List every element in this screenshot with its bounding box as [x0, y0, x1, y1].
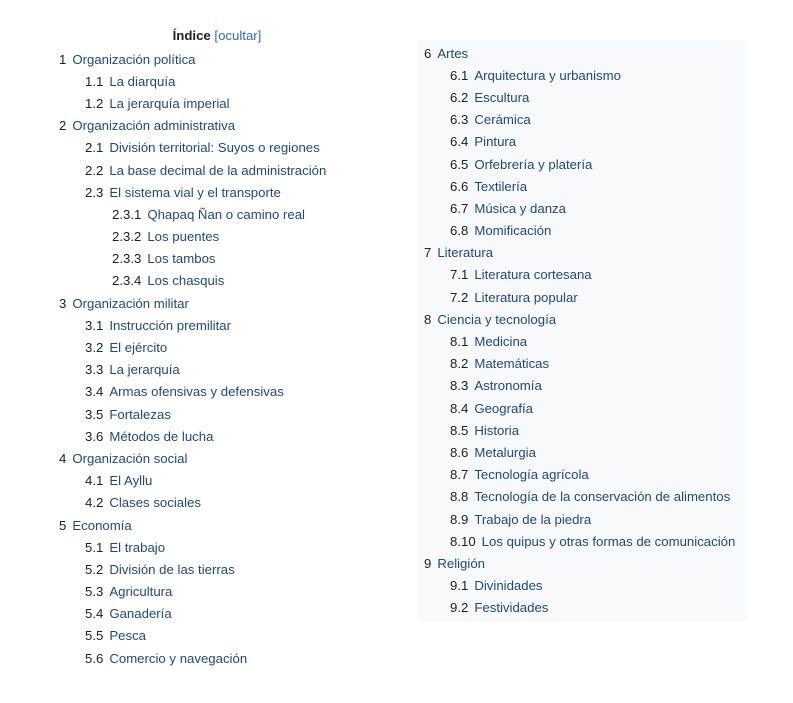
toc-item-8-10[interactable] — [417, 530, 747, 552]
toc-item-3-6[interactable] — [0, 425, 410, 447]
toc-item-link[interactable]: Festividades — [474, 600, 549, 616]
toc-item-2-1[interactable] — [0, 137, 410, 159]
toc-item-number: 1 — [59, 51, 67, 67]
toc-item-number: 8.8 — [450, 489, 469, 505]
toc-item-number: 9.1 — [450, 578, 469, 594]
toc-item-8-5[interactable] — [417, 419, 747, 441]
toc-item-6-2[interactable] — [417, 86, 747, 108]
toc-item-7-1[interactable] — [417, 264, 747, 286]
toc-item-link[interactable]: Tecnología agrícola — [474, 467, 589, 483]
toc-item-link[interactable]: Los chasquis — [147, 273, 225, 289]
toc-item-link[interactable]: Fortalezas — [109, 406, 171, 422]
toc-item-4-2[interactable] — [0, 492, 410, 514]
toc-item-number: 8.9 — [450, 511, 469, 527]
toc-item-9-1[interactable] — [417, 575, 747, 597]
toc-item-3-2[interactable] — [0, 336, 410, 358]
toc-item-number: 8.7 — [450, 467, 469, 483]
toc-item-link[interactable]: Divinidades — [474, 578, 543, 594]
toc-item-link[interactable]: Trabajo de la piedra — [474, 511, 592, 527]
toc-item-link[interactable]: La jerarquía — [109, 362, 180, 378]
toc-item-link[interactable]: La diarquía — [109, 73, 176, 89]
toc-item-number: 2.3.4 — [112, 273, 142, 289]
toc-item-number: 3 — [59, 295, 67, 311]
toc-item-number: 4.1 — [85, 473, 104, 489]
toc-item-number: 8.10 — [450, 533, 476, 549]
toc-item-link[interactable]: Ciencia y tecnología — [437, 311, 557, 327]
toc-item-number: 5.6 — [85, 650, 104, 666]
toc-item-6-7[interactable] — [417, 197, 747, 219]
toc-item-link[interactable]: Escultura — [474, 89, 530, 105]
toc-item-number: 6.5 — [450, 156, 469, 172]
toc-item-5-6[interactable] — [0, 647, 410, 669]
toc-item-link[interactable]: Los quipus y otras formas de comunicación — [481, 533, 736, 549]
toc-item-link[interactable]: Pesca — [109, 628, 146, 644]
toc-heading: Índice — [172, 28, 211, 43]
toc-item-link[interactable]: Instrucción premilitar — [109, 317, 231, 333]
toc-item-6-6[interactable] — [417, 175, 747, 197]
toc-item-8-9[interactable] — [417, 508, 747, 530]
toc-item-number: 2.3.3 — [112, 251, 142, 267]
toc-item-8-6[interactable] — [417, 441, 747, 463]
toc-item-1-1[interactable] — [0, 70, 410, 92]
toc-item-number: 5.3 — [85, 584, 104, 600]
toc-item-link[interactable]: La jerarquía imperial — [109, 95, 230, 111]
toc-item-number: 8.1 — [450, 334, 469, 350]
toc-item-8-2[interactable] — [417, 353, 747, 375]
toc-item-1-2[interactable] — [0, 92, 410, 114]
toc-item-5-1[interactable] — [0, 536, 410, 558]
toc-item-number: 8 — [424, 311, 432, 327]
toc-item-link[interactable]: El trabajo — [109, 539, 166, 555]
toc-item-2-2[interactable] — [0, 159, 410, 181]
toc-item-link[interactable]: Clases sociales — [109, 495, 201, 511]
toc-item-5-2[interactable] — [0, 558, 410, 580]
toc-item-link[interactable]: Religión — [437, 555, 485, 571]
toc-item-number: 5.4 — [85, 606, 104, 622]
toc-item-number: 2 — [59, 118, 67, 134]
toc-item-8-3[interactable] — [417, 375, 747, 397]
toc-item-link[interactable]: Literatura cortesana — [474, 267, 592, 283]
toc-item-number: 3.1 — [85, 317, 104, 333]
toc-item-6-1[interactable] — [417, 64, 747, 86]
toc-item-number: 2.3.2 — [112, 229, 142, 245]
toc-item-2-3-4[interactable] — [0, 270, 410, 292]
toc-item-number: 3.6 — [85, 428, 104, 444]
toc-item-8-7[interactable] — [417, 464, 747, 486]
toc-column-right — [417, 40, 747, 622]
toc-item-link[interactable]: Medicina — [474, 334, 528, 350]
toc-item-link[interactable]: Matemáticas — [474, 356, 550, 372]
toc-item-number: 6.4 — [450, 134, 469, 150]
toc-column-left — [0, 48, 410, 669]
toc-item-number: 8.4 — [450, 400, 469, 416]
toc-item-2-3[interactable] — [0, 181, 410, 203]
toc-item-link[interactable]: Los tambos — [147, 251, 216, 267]
toc-item-5-3[interactable] — [0, 581, 410, 603]
toc-item-link[interactable]: Momificación — [474, 223, 552, 239]
toc-item-8[interactable] — [417, 308, 747, 330]
toc-item-3-5[interactable] — [0, 403, 410, 425]
toc-item-number: 8.6 — [450, 444, 469, 460]
toc-item-number: 3.2 — [85, 340, 104, 356]
toc-item-number: 3.5 — [85, 406, 104, 422]
toc-item-6[interactable] — [417, 42, 747, 64]
toc-item-number: 9 — [424, 555, 432, 571]
toc-item-link[interactable]: Arquitectura y urbanismo — [474, 67, 621, 83]
toc-item-link[interactable]: Geografía — [474, 400, 533, 416]
toc-item-link[interactable]: Astronomía — [474, 378, 542, 394]
toc-item-number: 6 — [424, 45, 432, 61]
toc-item-link[interactable]: El sistema vial y el transporte — [109, 184, 281, 200]
toc-item-link[interactable]: Literatura — [437, 245, 494, 261]
toc-item-2-3-3[interactable] — [0, 248, 410, 270]
toc-item-link[interactable]: El Ayllu — [109, 473, 153, 489]
toc-item-number: 7.2 — [450, 289, 469, 305]
toc-item-link[interactable]: Metalurgia — [474, 444, 536, 460]
toc-item-link[interactable]: Cerámica — [474, 112, 531, 128]
toc-item-link[interactable]: Tecnología de la conservación de alimentos — [474, 489, 731, 505]
toc-item-link[interactable]: Música y danza — [474, 200, 566, 216]
toc-item-5-4[interactable] — [0, 603, 410, 625]
toc-item-number: 9.2 — [450, 600, 469, 616]
toc-item-number: 7 — [424, 245, 432, 261]
toc-item-link[interactable]: Literatura popular — [474, 289, 578, 305]
toc-item-number: 6.6 — [450, 178, 469, 194]
toc-item-3-3[interactable] — [0, 359, 410, 381]
toc-item-link[interactable]: Métodos de lucha — [109, 428, 214, 444]
toc-item-7[interactable] — [417, 242, 747, 264]
toc-item-link[interactable]: Ganadería — [109, 606, 172, 622]
toc-item-link[interactable]: Historia — [474, 422, 520, 438]
toc-item-number: 2.1 — [85, 140, 104, 156]
toc-item-2-3-1[interactable] — [0, 203, 410, 225]
toc-item-3-1[interactable] — [0, 314, 410, 336]
toc-hide-toggle[interactable]: [ocultar] — [214, 28, 262, 43]
toc-item-link[interactable]: Qhapaq Ñan o camino real — [147, 206, 305, 222]
toc-item-number: 8.2 — [450, 356, 469, 372]
toc-item-link[interactable]: El ejército — [109, 340, 168, 356]
toc-item-number: 6.1 — [450, 67, 469, 83]
toc-item-number: 5.1 — [85, 539, 104, 555]
toc-item-number: 6.7 — [450, 200, 469, 216]
toc-item-8-8[interactable] — [417, 486, 747, 508]
toc-item-number: 2.2 — [85, 162, 104, 178]
toc-item-link[interactable]: Agricultura — [109, 584, 173, 600]
toc-item-link[interactable]: Comercio y navegación — [109, 650, 248, 666]
toc-item-4[interactable] — [0, 447, 410, 469]
toc-item-6-5[interactable] — [417, 153, 747, 175]
toc-item-number: 5.2 — [85, 561, 104, 577]
toc-item-1[interactable] — [0, 48, 410, 70]
toc-item-2-3-2[interactable] — [0, 226, 410, 248]
toc-item-link[interactable]: Organización militar — [72, 295, 189, 311]
toc-item-6-4[interactable] — [417, 131, 747, 153]
toc-item-number: 6.8 — [450, 223, 469, 239]
toc-item-number: 8.3 — [450, 378, 469, 394]
toc-item-6-8[interactable] — [417, 220, 747, 242]
toc-item-8-1[interactable] — [417, 330, 747, 352]
toc-item-number: 1.2 — [85, 95, 104, 111]
toc-item-link[interactable]: Orfebrería y platería — [474, 156, 593, 172]
toc-item-6-3[interactable] — [417, 109, 747, 131]
toc-item-8-4[interactable] — [417, 397, 747, 419]
toc-item-5[interactable] — [0, 514, 410, 536]
toc-item-number: 8.5 — [450, 422, 469, 438]
toc-item-link[interactable]: Organización política — [72, 51, 196, 67]
toc-item-9[interactable] — [417, 552, 747, 574]
toc-item-link[interactable]: Organización administrativa — [72, 118, 236, 134]
toc-item-number: 4.2 — [85, 495, 104, 511]
toc-item-5-5[interactable] — [0, 625, 410, 647]
toc-item-number: 4 — [59, 450, 67, 466]
toc-item-link[interactable]: Economía — [72, 517, 132, 533]
toc-item-number: 6.3 — [450, 112, 469, 128]
toc-item-link[interactable]: Pintura — [474, 134, 517, 150]
toc-item-number: 3.4 — [85, 384, 104, 400]
toc-item-3-4[interactable] — [0, 381, 410, 403]
toc-item-link[interactable]: La base decimal de la administración — [109, 162, 327, 178]
toc-item-link[interactable]: Los puentes — [147, 229, 220, 245]
toc-item-number: 2.3.1 — [112, 206, 142, 222]
toc-item-number: 3.3 — [85, 362, 104, 378]
toc-item-2[interactable] — [0, 115, 410, 137]
toc-item-9-2[interactable] — [417, 597, 747, 619]
toc-item-number: 2.3 — [85, 184, 104, 200]
toc-title — [0, 28, 434, 43]
toc-item-number: 5.5 — [85, 628, 104, 644]
toc-item-number: 7.1 — [450, 267, 469, 283]
toc-item-link[interactable]: División de las tierras — [109, 561, 235, 577]
toc-item-7-2[interactable] — [417, 286, 747, 308]
toc-item-link[interactable]: Artes — [437, 45, 469, 61]
toc-item-link[interactable]: Organización social — [72, 450, 188, 466]
toc-item-4-1[interactable] — [0, 470, 410, 492]
toc-item-number: 6.2 — [450, 89, 469, 105]
toc-item-3[interactable] — [0, 292, 410, 314]
toc-item-number: 1.1 — [85, 73, 104, 89]
toc-item-number: 5 — [59, 517, 67, 533]
toc-item-link[interactable]: Textilería — [474, 178, 528, 194]
toc-item-link[interactable]: Armas ofensivas y defensivas — [109, 384, 284, 400]
toc-item-link[interactable]: División territorial: Suyos o regiones — [109, 140, 320, 156]
